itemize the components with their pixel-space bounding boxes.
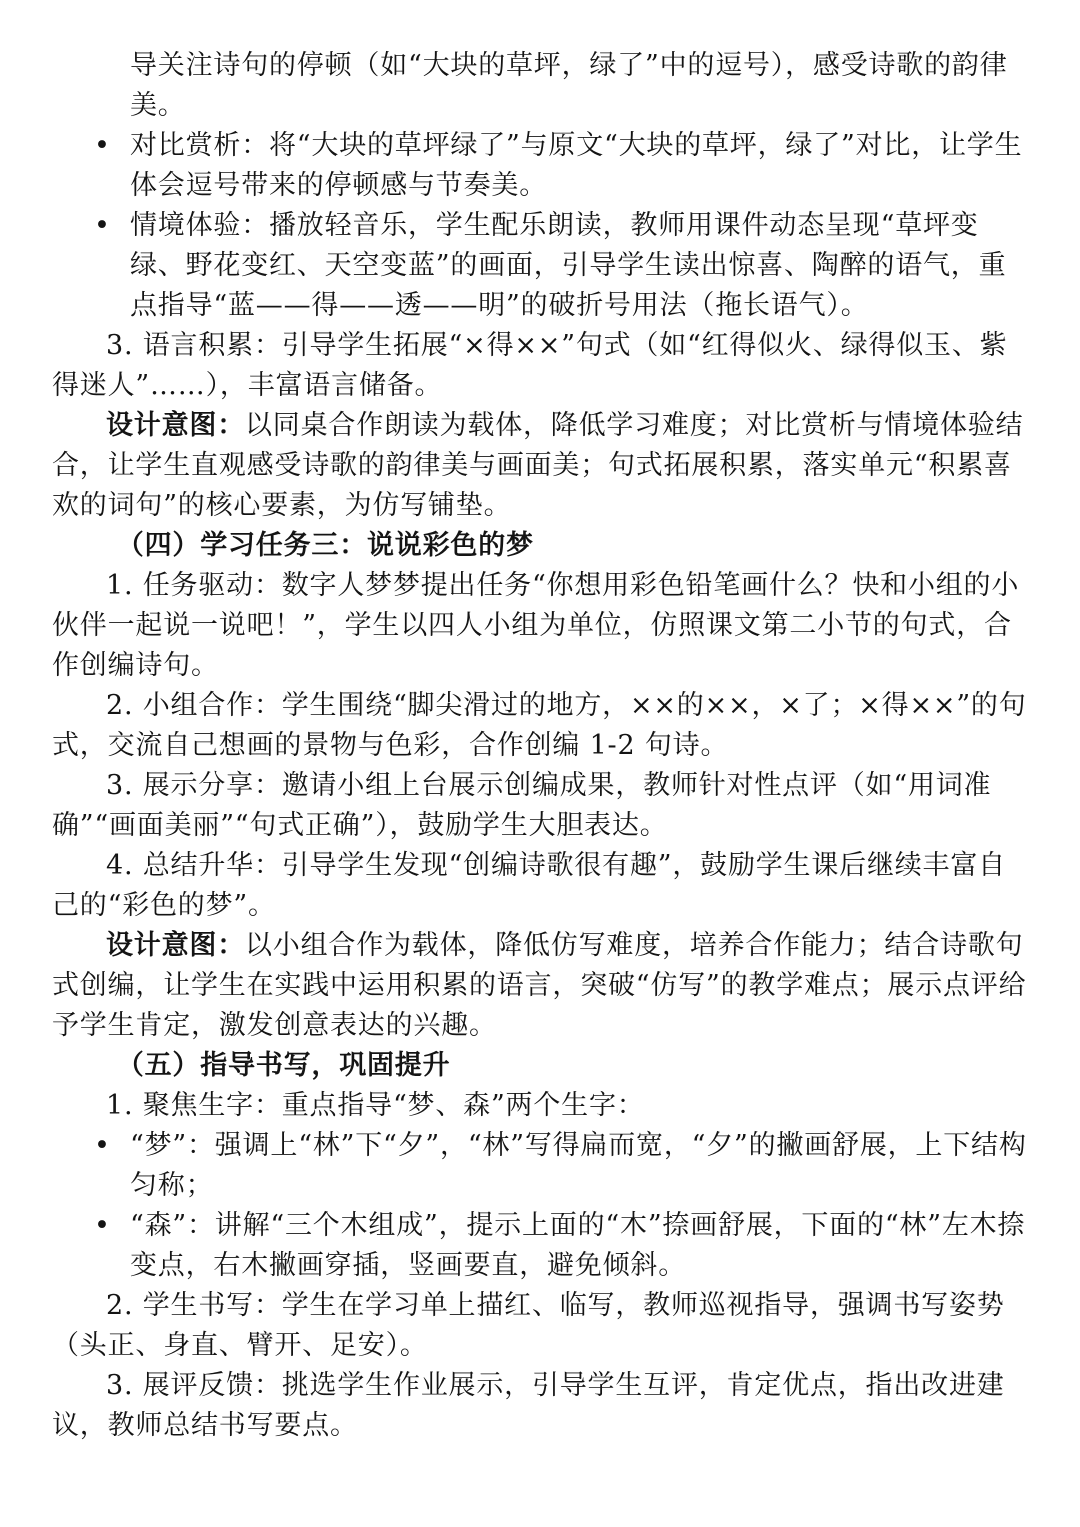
design-intent-paragraph — [52, 406, 1028, 526]
design-intent-label: 设计意图： — [106, 410, 245, 441]
design-intent-text: 以同桌合作朗读为载体，降低学习难度；对比赏析与情境体验结合，让学生直观感受诗歌的韵律美与画面美；句式拓展积累，落实单元“积累喜欢的词句”的核心要素，为仿写铺垫。 — [52, 410, 1024, 521]
paragraph-group-work: 2. 小组合作：学生围绕“脚尖滑过的地方，××的××，×了；×得××”的句式，交流自己想画的景物与色彩，合作创编 1-2 句诗。 — [52, 690, 1027, 761]
paragraph-summary: 4. 总结升华：引导学生发现“创编诗歌很有趣”，鼓励学生课后继续丰富自己的“彩色的梦”。 — [52, 850, 1006, 921]
paragraph-language-accumulation: 3. 语言积累：引导学生拓展“×得××”句式（如“红得似火、绿得似玉、紫得迷人”……），丰富语言储备。 — [52, 330, 1008, 401]
paragraph-focus-characters: 1. 聚焦生字：重点指导“梦、森”两个生字： — [106, 1090, 645, 1121]
bullet-dot-icon: • — [94, 210, 111, 241]
bullet-text: “梦”：强调上“林”下“夕”，“林”写得扁而宽，“夕”的撇画舒展，上下结构匀称； — [130, 1130, 1027, 1201]
paragraph-feedback: 3. 展评反馈：挑选学生作业展示，引导学生互评，肯定优点，指出改进建议，教师总结书写要点。 — [52, 1370, 1005, 1441]
bullet-dot-icon: • — [94, 130, 111, 161]
paragraph-student-writing: 2. 学生书写：学生在学习单上描红、临写，教师巡视指导，强调书写姿势（头正、身直、臂开、足安）。 — [52, 1290, 1005, 1361]
paragraph-continued: 导关注诗句的停顿（如“大块的草坪，绿了”中的逗号），感受诗歌的韵律美。 — [130, 50, 1008, 121]
section-heading-five: （五）指导书写，巩固提升 — [116, 1050, 451, 1081]
design-intent-paragraph — [52, 926, 1028, 1046]
bullet-text: 对比赏析：将“大块的草坪绿了”与原文“大块的草坪，绿了”对比，让学生体会逗号带来的停顿感与节奏美。 — [130, 130, 1023, 201]
bullet-dot-icon: • — [94, 1130, 111, 1161]
design-intent-label: 设计意图： — [106, 930, 245, 961]
bullet-text: 情境体验：播放轻音乐，学生配乐朗读，教师用课件动态呈现“草坪变绿、野花变红、天空变蓝”的画面，引导学生读出惊喜、陶醉的语气，重点指导“蓝——得——透——明”的破折号用法（拖长语气）。 — [130, 210, 1007, 321]
section-heading-four: （四）学习任务三：说说彩色的梦 — [116, 530, 534, 561]
bullet-text: “森”：讲解“三个木组成”，提示上面的“木”捺画舒展，下面的“林”左木捺变点，右木撇画穿插，竖画要直，避免倾斜。 — [130, 1210, 1026, 1281]
bullet-item-meng — [52, 1126, 1028, 1206]
bullet-item-sen — [52, 1206, 1028, 1286]
paragraph-task-drive: 1. 任务驱动：数字人梦梦提出任务“你想用彩色铅笔画什么？快和小组的小伙伴一起说一说吧！”，学生以四人小组为单位，仿照课文第二小节的句式，合作创编诗句。 — [52, 570, 1020, 681]
bullet-item-contrast — [52, 126, 1028, 206]
bullet-dot-icon: • — [94, 1210, 111, 1241]
bullet-item-scenario — [52, 206, 1028, 326]
paragraph-showcase: 3. 展示分享：邀请小组上台展示创编成果，教师针对性点评（如“用词准确”“画面美丽”“句式正确”），鼓励学生大胆表达。 — [52, 770, 992, 841]
design-intent-text: 以小组合作为载体，降低仿写难度，培养合作能力；结合诗歌句式创编，让学生在实践中运用积累的语言，突破“仿写”的教学难点；展示点评给予学生肯定，激发创意表达的兴趣。 — [52, 930, 1027, 1041]
